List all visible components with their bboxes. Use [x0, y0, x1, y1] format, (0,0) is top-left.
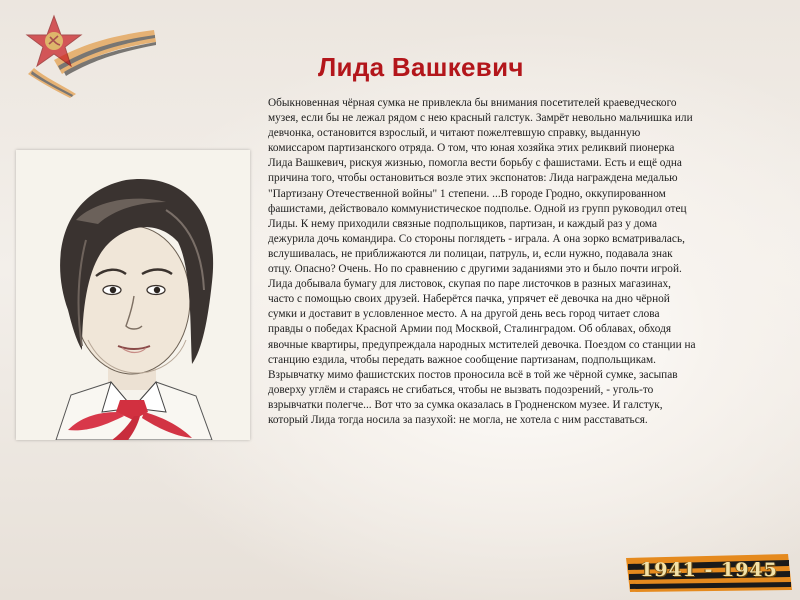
body-text-line: дежурила дочь командира. Со стороны поглядеть - играла. А она зорко всматривалась,	[268, 232, 685, 245]
body-text-line: Лиды. К нему приходили связные подпольщиков, партизан, и каждый раз у дома	[268, 217, 658, 230]
body-text-line: комиссаром партизанского отряда. О том, что юная хозяйка этих реликвий пионерка	[268, 142, 675, 155]
page-title: Лида Вашкевич	[318, 52, 524, 82]
body-text-line: Взрывчатку мимо фашистских постов проносила всё в той же чёрной сумке, засыпав	[268, 368, 678, 381]
body-text-line: правды о победах Красной Армии под Москвой, Сталинградом. Об облавах, обходя	[268, 323, 672, 336]
body-text-line: музея, если бы не лежал рядом с нею красный галстук. Замрёт невольно мальчишка или	[268, 112, 693, 125]
body-text-line: девчонка, остановится взрослый, и читают пожелтевшую справку, выданную	[268, 127, 641, 140]
body-text-line: взрывчатки полегче... Вот что за сумка оказалась в Гродненском музее. И галстук,	[268, 398, 663, 411]
body-text-line: "Партизану Отечественной войны" 1 степени. ...В городе Гродно, оккупированном	[268, 187, 666, 200]
body-text-line: Лида Вашкевич, рискуя жизнью, помогла вести борьбу с фашистами. Есть и ещё одна	[268, 157, 682, 170]
ribbon-years: 1941 - 1945	[640, 559, 778, 581]
body-text-line: часто с помощью своих друзей. Наберётся пачка, упрячет её девочка на дно чёрной	[268, 293, 670, 306]
body-text-line: сумки и доставит в условленное место. А на другой день весь город читает слова	[268, 308, 660, 321]
portrait-drawing	[16, 150, 250, 440]
body-text-line: вслушивалась, не приближаются ли полицаи, патруль, и, если нужно, подавала знак	[268, 247, 673, 260]
body-text-line: фашистами, действовало коммунистическое подполье. Одной из групп руководил отец	[268, 202, 687, 215]
order-star-emblem-icon	[14, 8, 164, 98]
body-text-line: доверху углём и стараясь не сгибаться, чтобы не вызвать подозрений, - уголь-то	[268, 383, 654, 396]
body-text-line: Обыкновенная чёрная сумка не привлекла бы внимания посетителей краеведческого	[268, 97, 677, 109]
body-text-line: отцу. Опасно? Очень. Но по сравнению с другими заданиями это и было почти игрой.	[268, 263, 682, 276]
body-text-line: Лида добывала бумагу для листовок, скупая по паре листочков в разных магазинах,	[268, 278, 671, 291]
body-text	[268, 96, 792, 428]
body-text-line: явочные квартиры, предупреждала народных мстителей девочка. Поездом со станции на	[268, 338, 696, 351]
body-text-line: причина того, чтобы остановиться возле этих экспонатов: Лида награждена медалью	[268, 172, 678, 185]
body-text-line: станцию ездила, чтобы передать важное сообщение партизанам, подпольщикам.	[268, 353, 656, 366]
body-text-line: который Лида тогда носила за пазухой: не могла, не хотела с ним расставаться.	[268, 413, 648, 426]
